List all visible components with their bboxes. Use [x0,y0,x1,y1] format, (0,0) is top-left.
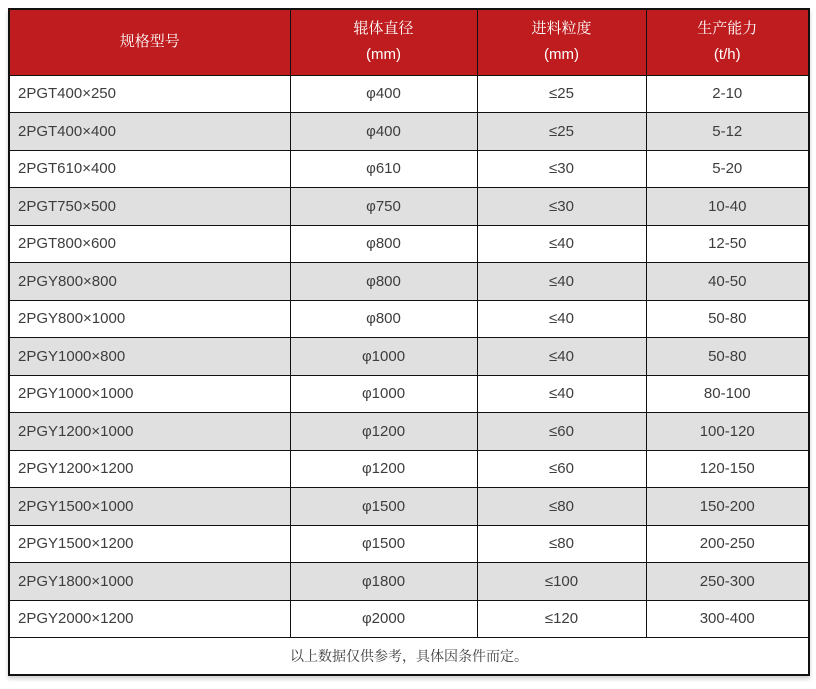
header-cell-diameter [290,9,477,75]
table-row [9,375,809,413]
table-row [9,413,809,451]
header-capacity-unit: (t/h) [713,46,741,64]
cell-feed: ≤80 [477,488,646,526]
cell-diameter: φ800 [290,225,477,263]
cell-model: 2PGT400×250 [9,75,290,113]
table-row [9,338,809,376]
cell-feed: ≤40 [477,263,646,301]
cell-feed: ≤40 [477,300,646,338]
cell-capacity: 120-150 [646,450,809,488]
table-row [9,150,809,188]
cell-diameter: φ750 [290,188,477,226]
table-row [9,300,809,338]
cell-capacity: 50-80 [646,300,809,338]
table-body [9,75,809,638]
spec-table [8,8,810,676]
cell-model: 2PGY800×1000 [9,300,290,338]
cell-capacity: 250-300 [646,563,809,601]
table-row [9,75,809,113]
cell-diameter: φ800 [290,263,477,301]
table-row [9,525,809,563]
cell-feed: ≤120 [477,600,646,638]
cell-feed: ≤80 [477,525,646,563]
header-row [9,9,809,75]
cell-diameter: φ1000 [290,375,477,413]
cell-feed: ≤30 [477,188,646,226]
cell-model: 2PGT400×400 [9,113,290,151]
header-diameter-unit: (mm) [366,46,401,64]
cell-diameter: φ2000 [290,600,477,638]
cell-capacity: 5-12 [646,113,809,151]
cell-model: 2PGY1200×1000 [9,413,290,451]
cell-capacity: 50-80 [646,338,809,376]
cell-model: 2PGY1800×1000 [9,563,290,601]
cell-diameter: φ1200 [290,450,477,488]
cell-capacity: 100-120 [646,413,809,451]
cell-feed: ≤40 [477,338,646,376]
table-note: 以上数据仅供参考，具体因条件而定。 [9,638,809,676]
header-cell-model [9,9,290,75]
cell-feed: ≤60 [477,450,646,488]
cell-diameter: φ1800 [290,563,477,601]
header-capacity-label: 生产能力 [697,20,758,37]
cell-diameter: φ400 [290,113,477,151]
cell-capacity: 40-50 [646,263,809,301]
cell-capacity: 80-100 [646,375,809,413]
cell-model: 2PGT800×600 [9,225,290,263]
cell-feed: ≤25 [477,113,646,151]
cell-capacity: 10-40 [646,188,809,226]
table-row [9,600,809,638]
cell-diameter: φ1500 [290,488,477,526]
cell-capacity: 2-10 [646,75,809,113]
header-diameter-label: 辊体直径 [353,20,414,37]
cell-diameter: φ1000 [290,338,477,376]
table-row [9,188,809,226]
cell-capacity: 300-400 [646,600,809,638]
cell-model: 2PGT750×500 [9,188,290,226]
header-cell-capacity [646,9,809,75]
cell-capacity: 150-200 [646,488,809,526]
header-model-label: 规格型号 [119,33,180,51]
cell-feed: ≤25 [477,75,646,113]
cell-model: 2PGY1000×800 [9,338,290,376]
table-footer [9,638,809,676]
cell-feed: ≤30 [477,150,646,188]
table-row [9,450,809,488]
cell-feed: ≤40 [477,225,646,263]
cell-model: 2PGY1200×1200 [9,450,290,488]
cell-capacity: 200-250 [646,525,809,563]
cell-capacity: 5-20 [646,150,809,188]
table-row [9,113,809,151]
cell-diameter: φ400 [290,75,477,113]
cell-diameter: φ1500 [290,525,477,563]
cell-model: 2PGY1000×1000 [9,375,290,413]
header-cell-feed [477,9,646,75]
cell-model: 2PGT610×400 [9,150,290,188]
table-row [9,563,809,601]
cell-model: 2PGY2000×1200 [9,600,290,638]
table-row [9,488,809,526]
table-row [9,263,809,301]
cell-feed: ≤60 [477,413,646,451]
cell-feed: ≤100 [477,563,646,601]
table-row [9,225,809,263]
cell-model: 2PGY1500×1000 [9,488,290,526]
cell-model: 2PGY1500×1200 [9,525,290,563]
cell-model: 2PGY800×800 [9,263,290,301]
cell-diameter: φ1200 [290,413,477,451]
header-feed-unit: (mm) [544,46,579,64]
cell-diameter: φ610 [290,150,477,188]
footer-row [9,638,809,676]
cell-diameter: φ800 [290,300,477,338]
header-feed-label: 进料粒度 [531,20,592,37]
cell-feed: ≤40 [477,375,646,413]
cell-capacity: 12-50 [646,225,809,263]
table-header [9,9,809,75]
